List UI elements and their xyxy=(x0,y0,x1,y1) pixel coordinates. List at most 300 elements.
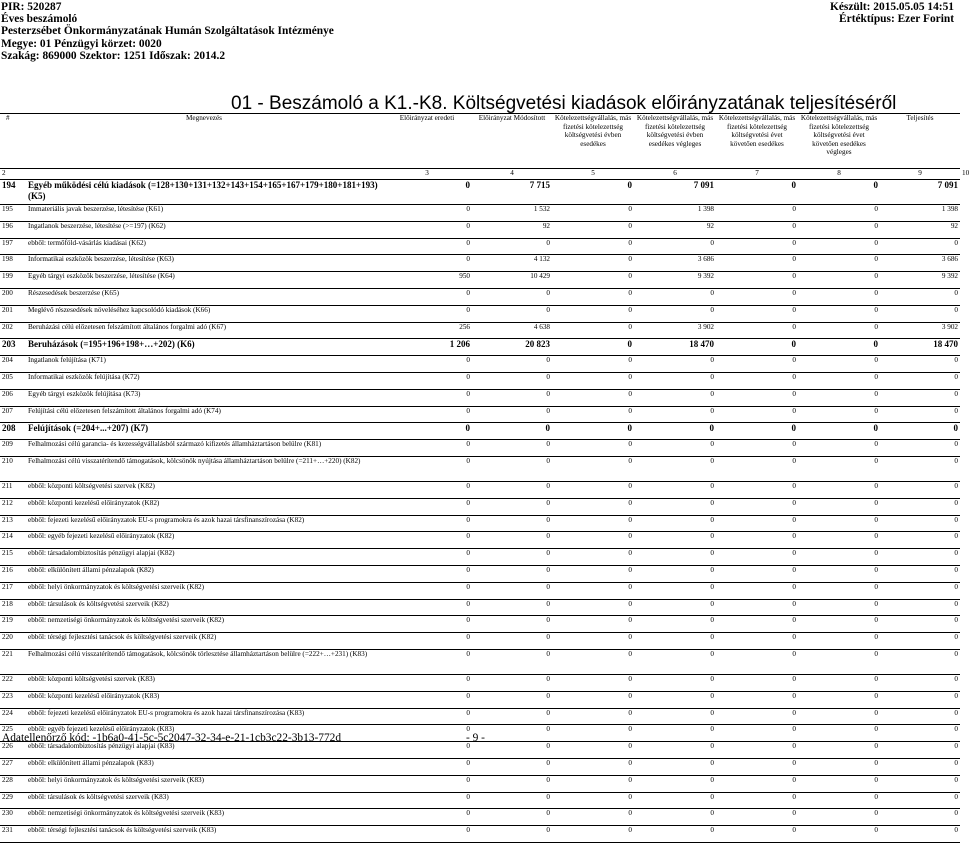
row-value: 0 xyxy=(880,238,960,255)
row-number: 212 xyxy=(0,498,26,515)
row-label: Beruházások (=195+196+198+…+202) (K6) xyxy=(26,339,382,356)
row-value: 0 xyxy=(382,481,472,498)
table-row xyxy=(0,742,960,759)
row-value: 4 638 xyxy=(472,322,552,339)
row-value: 0 xyxy=(472,549,552,566)
row-value: 0 xyxy=(382,725,472,742)
row-value: 0 xyxy=(798,389,880,406)
table-row xyxy=(0,456,960,481)
row-value: 0 xyxy=(798,742,880,759)
row-number: 198 xyxy=(0,255,26,272)
row-value: 0 xyxy=(552,255,634,272)
row-label: Felhalmozási célú visszatérítendő támogatások, kölcsönök nyújtása államháztartáson belülre (=211+…+220) (K82) xyxy=(26,456,382,481)
column-number: 2 xyxy=(0,169,382,180)
row-value: 0 xyxy=(382,498,472,515)
row-value: 0 xyxy=(798,339,880,356)
table-row xyxy=(0,582,960,599)
row-label: ebből: térségi fejlesztési tanácsok és költségvetési szerveik (K83) xyxy=(26,826,382,843)
row-label: Informatikai eszközök felújítása (K72) xyxy=(26,372,382,389)
row-value: 0 xyxy=(634,372,716,389)
row-value: 0 xyxy=(382,515,472,532)
row-number: 225 xyxy=(0,725,26,742)
row-number: 199 xyxy=(0,272,26,289)
row-value: 0 xyxy=(552,691,634,708)
row-value: 0 xyxy=(880,356,960,373)
row-number: 206 xyxy=(0,389,26,406)
row-number: 222 xyxy=(0,674,26,691)
row-value: 0 xyxy=(552,221,634,238)
col-header-commit-next-final: Kötelezettségvállalás, más fizetési kötelezettség költségvetési évet követően esedékes végleges xyxy=(798,114,880,169)
row-value: 0 xyxy=(552,549,634,566)
column-number-row: 2 3 4 5 6 7 8 9 10 xyxy=(0,169,960,180)
row-number: 230 xyxy=(0,809,26,826)
column-number: 5 xyxy=(552,169,634,180)
row-value: 0 xyxy=(716,582,798,599)
row-value: 0 xyxy=(634,633,716,650)
row-value: 0 xyxy=(716,389,798,406)
row-value: 0 xyxy=(880,742,960,759)
row-value: 0 xyxy=(472,305,552,322)
row-value: 0 xyxy=(472,742,552,759)
table-row xyxy=(0,826,960,843)
table-row xyxy=(0,305,960,322)
row-value: 0 xyxy=(634,582,716,599)
row-value: 0 xyxy=(634,549,716,566)
row-value: 0 xyxy=(472,674,552,691)
row-value: 0 xyxy=(880,633,960,650)
row-value: 0 xyxy=(798,775,880,792)
row-value: 0 xyxy=(798,288,880,305)
row-value: 0 xyxy=(382,305,472,322)
row-value: 0 xyxy=(382,372,472,389)
table-row xyxy=(0,565,960,582)
row-value: 0 xyxy=(634,792,716,809)
row-value: 0 xyxy=(382,180,472,205)
row-number: 210 xyxy=(0,456,26,481)
row-value: 0 xyxy=(472,775,552,792)
row-value: 10 429 xyxy=(472,272,552,289)
row-value: 0 xyxy=(634,565,716,582)
column-number: 8 xyxy=(798,169,880,180)
table-row xyxy=(0,599,960,616)
row-value: 0 xyxy=(382,582,472,599)
row-value: 0 xyxy=(880,372,960,389)
row-value: 0 xyxy=(716,674,798,691)
row-label: ebből: központi kezelésű előirányzatok (K83) xyxy=(26,691,382,708)
table-row xyxy=(0,758,960,775)
row-value: 0 xyxy=(382,406,472,423)
table-row xyxy=(0,775,960,792)
row-value: 0 xyxy=(552,616,634,633)
row-value: 1 398 xyxy=(634,205,716,222)
row-label: ebből: helyi önkormányzatok és költségvetési szerveik (K82) xyxy=(26,582,382,599)
row-value: 0 xyxy=(634,826,716,843)
row-value: 0 xyxy=(382,633,472,650)
row-value: 0 xyxy=(382,356,472,373)
row-value: 0 xyxy=(552,481,634,498)
row-value: 0 xyxy=(382,792,472,809)
row-value: 0 xyxy=(634,389,716,406)
row-value: 0 xyxy=(382,599,472,616)
row-value: 0 xyxy=(798,649,880,674)
row-value: 0 xyxy=(472,826,552,843)
row-value: 0 xyxy=(716,691,798,708)
row-value: 0 xyxy=(798,356,880,373)
row-value: 3 902 xyxy=(634,322,716,339)
row-value: 0 xyxy=(798,456,880,481)
row-label: Immateriális javak beszerzése, létesítése (K61) xyxy=(26,205,382,222)
row-label: ebből: társulások és költségvetési szerveik (K83) xyxy=(26,792,382,809)
row-value: 0 xyxy=(716,758,798,775)
row-value: 0 xyxy=(472,356,552,373)
row-number: 207 xyxy=(0,406,26,423)
row-value: 0 xyxy=(634,481,716,498)
row-label: ebből: társulások és költségvetési szerveik (K82) xyxy=(26,599,382,616)
row-value: 0 xyxy=(798,180,880,205)
row-value: 0 xyxy=(382,649,472,674)
row-value: 0 xyxy=(552,305,634,322)
row-value: 0 xyxy=(552,649,634,674)
row-value: 0 xyxy=(880,305,960,322)
row-value: 0 xyxy=(880,809,960,826)
row-value: 0 xyxy=(798,322,880,339)
col-header-commit-next: Kötelezettségvállalás, más fizetési kötelezettség költségvetési évet követően esedékes xyxy=(716,114,798,169)
row-label: ebből: egyéb fejezeti kezelésű előirányzatok (K82) xyxy=(26,532,382,549)
row-label: ebből: termőföld-vásárlás kiadásai (K62) xyxy=(26,238,382,255)
row-value: 0 xyxy=(382,423,472,440)
row-value: 0 xyxy=(716,725,798,742)
table-row xyxy=(0,549,960,566)
row-label: Informatikai eszközök beszerzése, létesítése (K63) xyxy=(26,255,382,272)
row-value: 0 xyxy=(472,565,552,582)
row-number: 223 xyxy=(0,691,26,708)
table-row xyxy=(0,633,960,650)
row-value: 20 823 xyxy=(472,339,552,356)
row-number: 227 xyxy=(0,758,26,775)
row-value: 0 xyxy=(552,456,634,481)
row-number: 224 xyxy=(0,708,26,725)
row-label: Egyéb működési célú kiadások (=128+130+131+132+143+154+165+167+179+180+181+193) (K5) xyxy=(26,180,382,205)
row-value: 0 xyxy=(716,549,798,566)
table-row xyxy=(0,481,960,498)
row-value: 3 686 xyxy=(880,255,960,272)
row-label: Meglévő részesedések növeléséhez kapcsolódó kiadások (K66) xyxy=(26,305,382,322)
row-value: 0 xyxy=(634,356,716,373)
row-value: 0 xyxy=(716,372,798,389)
row-value: 0 xyxy=(634,775,716,792)
row-value: 0 xyxy=(552,423,634,440)
row-label: Egyéb tárgyi eszközök felújítása (K73) xyxy=(26,389,382,406)
row-number: 214 xyxy=(0,532,26,549)
row-value: 0 xyxy=(634,725,716,742)
row-value: 0 xyxy=(634,532,716,549)
row-value: 0 xyxy=(716,288,798,305)
row-value: 0 xyxy=(382,440,472,457)
row-value: 0 xyxy=(880,440,960,457)
value-type: Értéktípus: Ezer Forint xyxy=(839,13,954,25)
table-row xyxy=(0,389,960,406)
row-value: 0 xyxy=(472,481,552,498)
row-value: 0 xyxy=(716,826,798,843)
row-value: 0 xyxy=(634,456,716,481)
row-value: 0 xyxy=(552,758,634,775)
row-value: 0 xyxy=(634,691,716,708)
row-value: 0 xyxy=(798,481,880,498)
row-value: 0 xyxy=(634,758,716,775)
row-value: 0 xyxy=(880,565,960,582)
row-value: 0 xyxy=(552,708,634,725)
row-value: 0 xyxy=(634,599,716,616)
row-value: 0 xyxy=(634,708,716,725)
row-value: 0 xyxy=(552,406,634,423)
row-value: 0 xyxy=(472,372,552,389)
row-value: 92 xyxy=(634,221,716,238)
row-value: 0 xyxy=(716,742,798,759)
col-header-commit-current: Kötelezettségvállalás, más fizetési kötelezettség költségvetési évben esedékes xyxy=(552,114,634,169)
row-value: 0 xyxy=(382,775,472,792)
row-value: 0 xyxy=(634,515,716,532)
row-value: 0 xyxy=(798,305,880,322)
row-value: 0 xyxy=(716,633,798,650)
row-number: 219 xyxy=(0,616,26,633)
row-value: 0 xyxy=(552,742,634,759)
row-value: 0 xyxy=(880,674,960,691)
row-number: 228 xyxy=(0,775,26,792)
row-value: 0 xyxy=(552,288,634,305)
row-value: 0 xyxy=(552,532,634,549)
row-value: 0 xyxy=(552,515,634,532)
row-number: 217 xyxy=(0,582,26,599)
row-value: 0 xyxy=(798,725,880,742)
table-row xyxy=(0,288,960,305)
row-value: 0 xyxy=(880,792,960,809)
row-number: 201 xyxy=(0,305,26,322)
row-value: 0 xyxy=(382,691,472,708)
row-value: 0 xyxy=(382,238,472,255)
row-value: 0 xyxy=(880,616,960,633)
row-value: 0 xyxy=(472,456,552,481)
row-value: 0 xyxy=(798,515,880,532)
row-value: 0 xyxy=(382,565,472,582)
row-value: 0 xyxy=(552,565,634,582)
row-value: 0 xyxy=(716,456,798,481)
row-value: 7 091 xyxy=(634,180,716,205)
row-value: 0 xyxy=(716,339,798,356)
row-value: 0 xyxy=(716,322,798,339)
row-value: 0 xyxy=(472,582,552,599)
row-value: 1 206 xyxy=(382,339,472,356)
table-row xyxy=(0,532,960,549)
row-value: 0 xyxy=(716,599,798,616)
row-value: 0 xyxy=(382,674,472,691)
row-label: ebből: nemzetiségi önkormányzatok és költségvetési szerveik (K83) xyxy=(26,809,382,826)
row-number: 213 xyxy=(0,515,26,532)
table-row xyxy=(0,272,960,289)
row-value: 0 xyxy=(798,498,880,515)
column-number: 4 xyxy=(472,169,552,180)
row-value: 0 xyxy=(382,255,472,272)
row-number: 203 xyxy=(0,339,26,356)
row-value: 0 xyxy=(798,372,880,389)
row-value: 0 xyxy=(552,599,634,616)
row-value: 0 xyxy=(716,255,798,272)
row-value: 0 xyxy=(634,238,716,255)
row-number: 204 xyxy=(0,356,26,373)
row-value: 0 xyxy=(798,549,880,566)
row-value: 0 xyxy=(472,708,552,725)
row-number: 226 xyxy=(0,742,26,759)
table-row xyxy=(0,792,960,809)
row-value: 0 xyxy=(472,515,552,532)
row-number: 200 xyxy=(0,288,26,305)
row-value: 0 xyxy=(552,633,634,650)
row-number: 208 xyxy=(0,423,26,440)
row-label: ebből: egyéb fejezeti kezelésű előirányzatok (K83) xyxy=(26,725,382,742)
row-value: 0 xyxy=(382,616,472,633)
row-number: 216 xyxy=(0,565,26,582)
row-value: 92 xyxy=(880,221,960,238)
row-value: 0 xyxy=(798,238,880,255)
table-row xyxy=(0,691,960,708)
row-value: 0 xyxy=(634,406,716,423)
row-value: 0 xyxy=(798,758,880,775)
row-value: 0 xyxy=(716,356,798,373)
row-value: 0 xyxy=(472,498,552,515)
pir-id: PIR: 520287 xyxy=(1,1,62,13)
row-value: 0 xyxy=(472,423,552,440)
row-value: 0 xyxy=(798,532,880,549)
row-value: 0 xyxy=(880,481,960,498)
row-label: ebből: társadalombiztosítás pénzügyi alapjai (K82) xyxy=(26,549,382,566)
row-label: Felhalmozási célú visszatérítendő támogatások, kölcsönök törlesztése államháztartáson belülre (=222+…+231) (K83) xyxy=(26,649,382,674)
row-value: 0 xyxy=(716,180,798,205)
row-value: 0 xyxy=(472,599,552,616)
row-value: 0 xyxy=(634,616,716,633)
sector-info: Szakág: 869000 Szektor: 1251 Időszak: 2014.2 xyxy=(1,50,226,62)
report-title: 01 - Beszámoló a K1.-K8. Költségvetési kiadások előirányzatának teljesítéséről xyxy=(231,93,897,114)
table-row xyxy=(0,221,960,238)
row-value: 0 xyxy=(716,205,798,222)
row-value: 0 xyxy=(634,498,716,515)
row-value: 0 xyxy=(716,221,798,238)
row-value: 0 xyxy=(472,616,552,633)
column-number: 6 xyxy=(634,169,716,180)
row-value: 0 xyxy=(880,515,960,532)
row-value: 3 902 xyxy=(880,322,960,339)
table-row xyxy=(0,440,960,457)
row-label: ebből: központi költségvetési szervek (K83) xyxy=(26,674,382,691)
row-value: 0 xyxy=(552,809,634,826)
row-value: 0 xyxy=(552,775,634,792)
row-number: 205 xyxy=(0,372,26,389)
table-row xyxy=(0,372,960,389)
row-number: 221 xyxy=(0,649,26,674)
row-value: 0 xyxy=(798,708,880,725)
row-value: 0 xyxy=(552,372,634,389)
row-label: ebből: elkülönített állami pénzalapok (K82) xyxy=(26,565,382,582)
row-label: ebből: központi költségvetési szervek (K82) xyxy=(26,481,382,498)
row-value: 0 xyxy=(382,809,472,826)
row-label: ebből: központi kezelésű előirányzatok (K82) xyxy=(26,498,382,515)
column-number: 9 xyxy=(880,169,960,180)
row-value: 18 470 xyxy=(634,339,716,356)
row-value: 0 xyxy=(634,305,716,322)
row-value: 0 xyxy=(382,532,472,549)
row-label: Ingatlanok beszerzése, létesítése (>=197) (K62) xyxy=(26,221,382,238)
row-value: 0 xyxy=(634,440,716,457)
row-value: 256 xyxy=(382,322,472,339)
row-value: 0 xyxy=(880,406,960,423)
row-value: 0 xyxy=(716,532,798,549)
row-label: ebből: térségi fejlesztési tanácsok és költségvetési szerveik (K82) xyxy=(26,633,382,650)
row-value: 0 xyxy=(716,423,798,440)
row-number: 202 xyxy=(0,322,26,339)
row-value: 0 xyxy=(798,565,880,582)
table-row xyxy=(0,180,960,205)
row-value: 0 xyxy=(716,498,798,515)
row-value: 0 xyxy=(634,288,716,305)
col-header-name: Megnevezés xyxy=(26,114,382,169)
row-value: 0 xyxy=(798,809,880,826)
validation-code: Adatellenőrző kód: -1b6a0-41-5c-5c2047-32-34-e-21-1cb3c22-3b13-772d xyxy=(2,732,342,744)
row-value: 0 xyxy=(382,826,472,843)
row-value: 0 xyxy=(472,288,552,305)
row-value: 0 xyxy=(382,708,472,725)
row-value: 0 xyxy=(472,792,552,809)
row-value: 1 398 xyxy=(880,205,960,222)
row-number: 220 xyxy=(0,633,26,650)
row-value: 0 xyxy=(552,826,634,843)
institution-name: Pesterzsébet Önkormányzatának Humán Szolgáltatások Intézménye xyxy=(1,25,334,37)
row-value: 0 xyxy=(552,440,634,457)
row-value: 0 xyxy=(382,456,472,481)
row-value: 0 xyxy=(716,792,798,809)
row-value: 0 xyxy=(798,633,880,650)
report-type: Éves beszámoló xyxy=(1,13,78,25)
col-header-modified: Előirányzat Módosított xyxy=(472,114,552,169)
table-row xyxy=(0,339,960,356)
row-label: ebből: nemzetiségi önkormányzatok és költségvetési szerveik (K82) xyxy=(26,616,382,633)
row-value: 0 xyxy=(716,406,798,423)
row-value: 0 xyxy=(880,549,960,566)
row-value: 0 xyxy=(634,742,716,759)
row-value: 0 xyxy=(552,238,634,255)
row-number: 215 xyxy=(0,549,26,566)
row-value: 0 xyxy=(798,205,880,222)
table-row xyxy=(0,356,960,373)
row-value: 7 091 xyxy=(880,180,960,205)
row-value: 0 xyxy=(552,389,634,406)
row-number: 229 xyxy=(0,792,26,809)
row-value: 0 xyxy=(472,238,552,255)
row-value: 0 xyxy=(472,649,552,674)
row-number: 197 xyxy=(0,238,26,255)
row-value: 0 xyxy=(798,406,880,423)
row-value: 0 xyxy=(552,725,634,742)
row-value: 0 xyxy=(880,691,960,708)
row-value: 1 532 xyxy=(472,205,552,222)
column-number: 3 xyxy=(382,169,472,180)
row-label: Felhalmozási célú garancia- és kezességvállalásból származó kifizetés államháztartáson belülre (K81) xyxy=(26,440,382,457)
row-value: 0 xyxy=(716,238,798,255)
row-value: 4 132 xyxy=(472,255,552,272)
table-row xyxy=(0,322,960,339)
row-number: 196 xyxy=(0,221,26,238)
row-value: 0 xyxy=(634,423,716,440)
row-value: 0 xyxy=(798,221,880,238)
row-number: 194 xyxy=(0,180,26,205)
row-number: 218 xyxy=(0,599,26,616)
